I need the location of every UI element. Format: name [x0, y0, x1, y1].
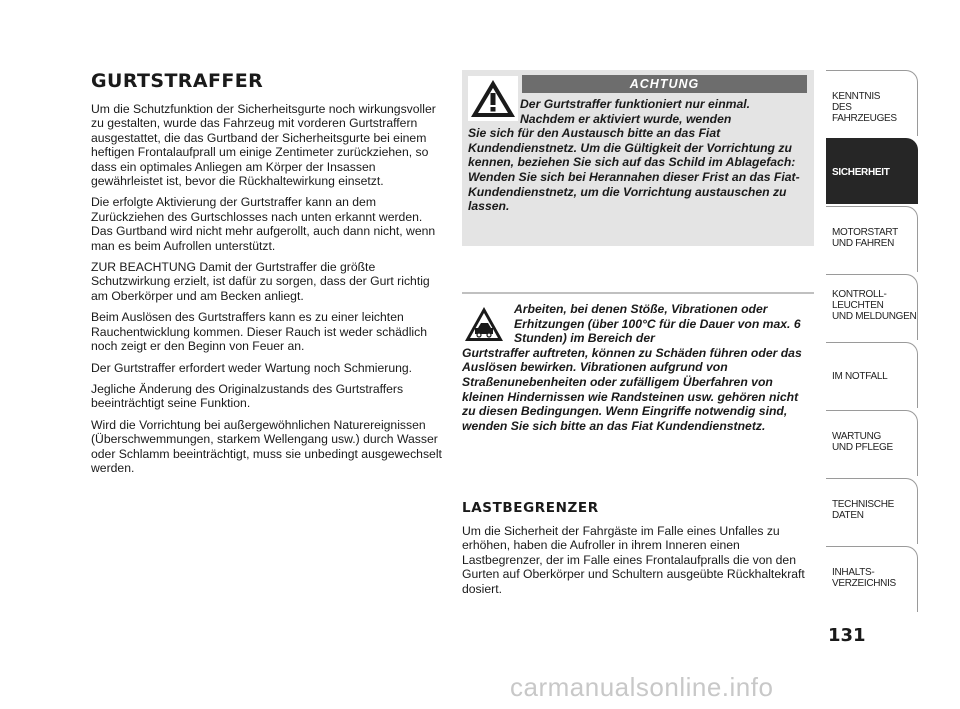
tab-im-notfall[interactable]: IM NOTFALL	[826, 342, 918, 408]
paragraph: Der Gurtstraffer erfordert weder Wartung noch Schmierung.	[91, 360, 413, 375]
paragraph: Beim Auslösen des Gurtstraffers kann es zu einer leichten Rauchentwicklung kommen. Dieser Rauch ist weder schädlich noch zeigt er den Beginn von Feuer an.	[91, 310, 427, 354]
paragraph: ZUR BEACHTUNG Damit der Gurtstraffer die größte Schutzwirkung erzielt, ist dafür zu sorgen, dass der Gurt richtig am Oberkörper und am Becken anliegt.	[91, 260, 430, 303]
warning-box	[462, 70, 814, 246]
paragraph: Wird die Vorrichtung bei außergewöhnlichen Naturereignissen (Überschwemmungen, starkem Wellengang usw.) durch Wasser oder Schlamm beeinträchtigt, muss sie unbedingt ausgewechselt werden.	[91, 417, 442, 475]
main-article	[91, 70, 443, 482]
tab-motorstart[interactable]: MOTORSTART UND FAHREN	[826, 206, 918, 272]
tab-kenntnis[interactable]: KENNTNIS DES FAHRZEUGES	[826, 70, 918, 136]
chapter-tabs	[826, 70, 918, 614]
warning-banner: ACHTUNG	[522, 75, 807, 93]
note-rest: Gurtstraffer auftreten, können zu Schäden führen oder das Auslösen bewirken. Vibrationen aufgrund von Straßenunebenheiten oder zufälligem Überfahren von kleinen Hindernissen wie Randsteinen usw. gehören nicht zu diesen Bedingungen. Wenn Eingriffe notwendig sind, wenden Sie sich bitte an das Fiat Kundendienstnetz.	[462, 345, 802, 433]
tab-inhaltsverzeichnis[interactable]: INHALTS- VERZEICHNIS	[826, 546, 918, 612]
page-number: 131	[828, 625, 866, 646]
note-box	[462, 292, 814, 433]
paragraph: Um die Sicherheit der Fahrgäste im Falle eines Unfalles zu erhöhen, haben die Aufroller in ihrem Inneren einen Lastbegrenzer, der im Falle eines Frontalaufpralls die von den Gurten auf Oberkörper und Schultern ausgeübte Rückhaltekraft dosiert.	[462, 524, 805, 596]
paragraph: Um die Schutzfunktion der Sicherheitsgurte noch wirkungsvoller zu gestalten, wurde das Fahrzeug mit vorderen Gurtstraffern ausgestattet, die das Gurtband der Sicherheitsgurte bei einem heftigen Frontalaufprall um einige Zentimeter zurückziehen, so dass ein optimales Anliegen am Körper der Insassen gewährleistet ist, bevor die Rückhaltewirkung einsetzt.	[91, 102, 436, 189]
paragraph: Jegliche Änderung des Originalzustands des Gurtstraffers beeinträchtigt seine Funktion.	[91, 381, 404, 411]
warning-text	[468, 97, 808, 214]
section-title: GURTSTRAFFER	[91, 70, 264, 92]
paragraph: Die erfolgte Aktivierung der Gurtstraffer kann an dem Zurückziehen des Gurtschlosses nach unten erkannt werden. Das Gurtband wird nicht mehr aufgerollt, auch dann nicht, wenn man es beim Aufrollen unterstützt.	[91, 195, 436, 253]
warning-lead: Der Gurtstraffer funktioniert nur einmal. Nachdem er aktiviert wurde, wenden	[520, 97, 751, 126]
service-car-icon	[464, 306, 504, 342]
subsection-title: LASTBEGRENZER	[462, 500, 599, 516]
tab-technische-daten[interactable]: TECHNISCHE DATEN	[826, 478, 918, 544]
note-lead: Arbeiten, bei denen Stöße, Vibrationen oder Erhitzungen (über 100°C für die Dauer von max. 6 Stunden) im Bereich der	[514, 302, 801, 346]
tab-kontrollleuchten[interactable]: KONTROLL- LEUCHTEN UND MELDUNGEN	[826, 274, 918, 340]
warning-rest: Sie sich für den Austausch bitte an das Fiat Kundendienstnetz. Um die Gültigkeit der Vorrichtung zu kennen, beziehen Sie sich auf das Schild im Ablagefach: Wenden Sie sich bei Herannahen dieser Frist an das Fiat-Kundendienstnetz, um die Vorrichtung austauschen zu lassen.	[468, 126, 800, 214]
note-text	[462, 302, 814, 433]
tab-sicherheit[interactable]: SICHERHEIT	[826, 138, 918, 204]
watermark: carmanualsonline.info	[510, 672, 774, 702]
lastbegrenzer-section	[462, 500, 814, 603]
tab-wartung[interactable]: WARTUNG UND PFLEGE	[826, 410, 918, 476]
